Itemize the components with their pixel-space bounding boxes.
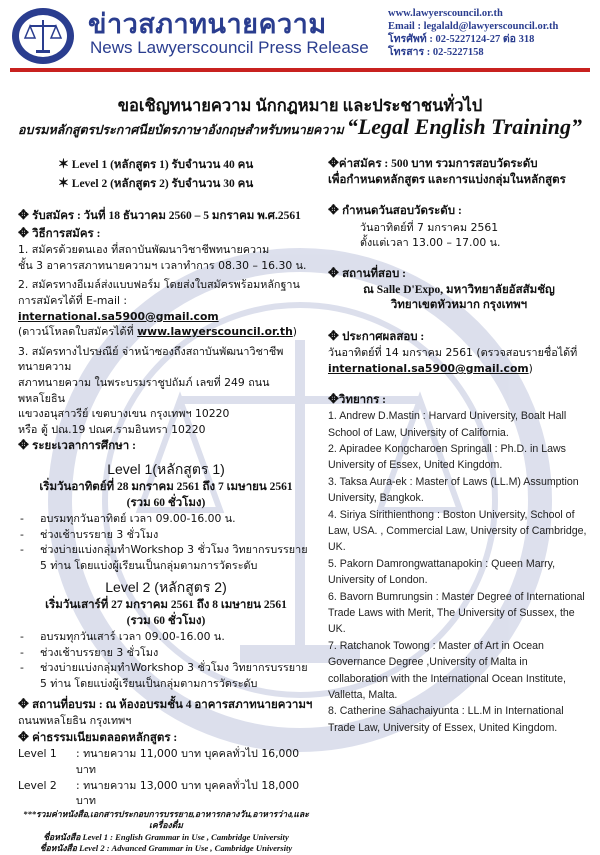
speakers-heading: ✥วิทยากร : (328, 390, 386, 406)
email-text: Email : legalald@lawyerscouncil.or.th (388, 21, 559, 32)
list-item: 7. Ratchanok Towong : Master of Art in Ocean Governance Degree ,University of Malta in collaboration with the International Ocean Institute, Valletta, Malta. (328, 639, 566, 702)
exam-venue-campus: วิทยาเขตหัวหมาก กรุงเทพฯ (390, 299, 528, 312)
apply-method-2: 2. สมัครทางอีเมล์ส่งแบบฟอร์ม โดยส่งใบสมัครพร้อมหลักฐาน (18, 278, 300, 292)
phone-text: โทรศัพท์ : 02-5227124-27 ต่อ 318 (388, 34, 535, 45)
level-capacity-item (18, 174, 314, 193)
level2-hours: (รวม 60 ชั่วโมง) (126, 615, 206, 628)
list-item: 6. Bavorn Bumrungsin : Master Degree of International Trade Laws with Merit, The University of Sussex, the UK. (328, 590, 585, 636)
invitation-heading: ขอเชิญทนายความ นักกฎหมาย และประชาชนทั่วไป (117, 96, 483, 115)
diamond-bullet-icon: ✥ (18, 437, 33, 453)
level-capacity-item (18, 155, 314, 174)
level2-title: Level 2 (หลักสูตร 2) (105, 579, 227, 596)
diamond-bullet-icon: ✥ (18, 728, 33, 744)
level2-dates: เริ่มวันเสาร์ที่ 27 มกราคม 2561 ถึง 8 เมษายน 2561 (45, 599, 287, 612)
list-item: - อบรมทุกวันอาทิตย์ เวลา 09.00-16.00 น. (20, 511, 236, 525)
exam-time: ตั้งแต่เวลา 13.00 – 17.00 น. (360, 236, 501, 250)
list-item: 1. Andrew D.Mastin : Harvard University, Boalt Hall School of Law, University of California. (328, 410, 567, 439)
apply-method-2-email-line: การสมัครได้ที่ E-mail : international.sa5900@gmail.com (18, 293, 219, 323)
diamond-bullet-icon: ✥ (328, 264, 343, 280)
diamond-bullet-icon: ✥ (328, 155, 339, 170)
level1-title: Level 1(หลักสูตร 1) (107, 460, 225, 477)
level-capacity-text: Level 1 (หลักสูตร 1) รับจำนวน 40 คน (71, 159, 254, 171)
list-item: 4. Siriya Sirithienthong : Boston University, School of Law, USA. , Commercial Law, University of Cambridge, UK. (328, 508, 587, 554)
result-heading: ✥ ประกาศผลสอบ : (328, 327, 425, 343)
fee-row: Level 1 : ทนายความ 11,000 บาท บุคคลทั่วไป 16,000 บาท (18, 747, 300, 777)
list-item: - ช่วงเช้าบรรยาย 3 ชั่วโมง (20, 527, 159, 541)
apply-method-3-pobox: หรือ ตู้ ปณ.19 ปณศ.รามอินทรา 10220 (18, 422, 206, 436)
level2-book-note: ชื่อหนังสือ Level 2 : Advanced Grammar in Use , Cambridge University (39, 843, 293, 854)
left-column (18, 155, 314, 855)
lawyers-council-seal-icon (10, 6, 76, 66)
how-to-apply-heading: ✥ วิธีการสมัคร : (18, 224, 101, 240)
level1-book-note: ชื่อหนังสือ Level 1 : English Grammar in Use , Cambridge University (43, 831, 289, 842)
fee-heading: ✥ ค่าธรรมเนียมตลอดหลักสูตร : (18, 728, 178, 744)
list-item: 2. Apiradee Kongcharoen Springall : Ph.D. in Laws University of Essex, United Kingdom. (328, 442, 566, 472)
fee-inclusion-note: ***รวมค่าหนังสือ,เอกสารประกอบการบรรยาย,อาหารกลางวัน,อาหารว่าง,และเครื่องดื่ม (23, 808, 309, 831)
brand-english-subtitle: News Lawyerscouncil Press Release (90, 38, 369, 57)
level1-hours: (รวม 60 ชั่วโมง) (126, 496, 206, 509)
exam-venue-heading: ✥ สถานที่สอบ : (328, 264, 406, 280)
list-item: 3. Taksa Aura-ek : Master of Laws (LL.M) Assumption University, Bangkok. (328, 475, 579, 505)
star-icon: ✶ (58, 175, 69, 190)
application-email-link[interactable]: international.sa5900@gmail.com (18, 309, 219, 323)
list-item: - ช่วงบ่ายแบ่งกลุ่มทำWorkshop 3 ชั่วโมง วิทยากรบรรยาย 5 ท่าน โดยแบ่งผู้เรียนเป็นกลุ่มตามการวัดระดับ (20, 661, 308, 691)
level-capacity-text: Level 2 (หลักสูตร 2) รับจำนวน 30 คน (71, 178, 254, 190)
website-download-link[interactable]: www.lawyerscouncil.or.th (137, 325, 293, 339)
diamond-bullet-icon: ✥ (328, 202, 343, 218)
list-item: 5. Pakorn Damrongwattanapokin : Queen Marry, University of London. (328, 557, 556, 587)
apply-method-3: 3. สมัครทางไปรษณีย์ จ่าหน้าซองถึงสถาบันพัฒนาวิชาชีพทนายความ (18, 344, 284, 374)
apply-method-3-district: แขวงอนุสาวรีย์ เขตบางเขน กรุงเทพฯ 10220 (18, 407, 230, 421)
website-link[interactable]: www.lawyerscouncil.or.th (388, 8, 503, 19)
apply-method-2-download-line: (ดาวน์โหลดใบสมัครได้ที่ www.lawyerscouncil.or.th) (18, 325, 297, 339)
fee-notes (18, 809, 314, 855)
diamond-bullet-icon: ✥ (18, 224, 33, 240)
course-heading (0, 114, 600, 140)
diamond-bullet-icon: ✥ (328, 327, 343, 343)
result-email-link[interactable]: international.sa5900@gmail.com (328, 361, 529, 375)
exam-fee: ✥ค่าสมัคร : 500 บาท รวมการสอบวัดระดับ (328, 155, 538, 170)
level1-dates: เริ่มวันอาทิตย์ที่ 28 มกราคม 2561 ถึง 7 เมษายน 2561 (39, 480, 293, 493)
masthead (0, 0, 600, 72)
diamond-bullet-icon: ✥ (328, 390, 339, 406)
result-email-line: international.sa5900@gmail.com) (328, 361, 533, 375)
apply-method-1: 1. สมัครด้วยตนเอง ที่สถาบันพัฒนาวิชาชีพทนายความ (18, 243, 270, 257)
training-venue-road: ถนนพหลโยธิน กรุงเทพฯ (18, 714, 132, 728)
diamond-bullet-icon: ✥ (18, 207, 33, 222)
apply-method-3-address: สภาทนายความ ในพระบรมราชูปถัมภ์ เลขที่ 249 ถนนพหลโยธิน (18, 375, 270, 405)
exam-fee-detail: เพื่อกำหนดหลักสูตร และการแบ่งกลุ่มในหลักสูตร (328, 173, 566, 186)
diamond-bullet-icon: ✥ (18, 695, 33, 711)
apply-method-1-detail: ชั้น 3 อาคารสภาทนายความฯ เวลาทำการ 08.30 – 16.30 น. (18, 258, 307, 272)
list-item: - อบรมทุกวันเสาร์ เวลา 09.00-16.00 น. (20, 630, 225, 644)
list-item: 8. Catherine Sahachaiyunta : LL.M in International Trade Law, University of Essex, United Kingdom. (328, 705, 564, 734)
fax-text: โทรสาร : 02-5227158 (388, 47, 484, 58)
training-venue: ✥ สถานที่อบรม : ณ ห้องอบรมชั้น 4 อาคารสภาทนายความฯ (18, 695, 313, 711)
contact-block (388, 7, 558, 59)
exam-date: วันอาทิตย์ที่ 7 มกราคม 2561 (360, 220, 499, 234)
course-heading-prefix: อบรมหลักสูตรประกาศนียบัตรภาษาอังกฤษสำหรับทนายความ (18, 123, 344, 137)
fee-row: Level 2 : ทนายความ 13,000 บาท บุคคลทั่วไป 18,000 บาท (18, 778, 300, 808)
course-name: “Legal English Training” (346, 114, 582, 139)
right-column (328, 155, 590, 736)
exam-date-heading: ✥ กำหนดวันสอบวัดระดับ : (328, 202, 462, 218)
brand-thai-title: ข่าวสภาทนายความ (88, 9, 327, 40)
duration-heading: ✥ ระยะเวลาการศึกษา : (18, 437, 136, 453)
star-icon: ✶ (58, 156, 69, 171)
header-divider (10, 68, 590, 72)
result-date: วันอาทิตย์ที่ 14 มกราคม 2561 (ตรวจสอบรายชื่อได้ที่ (328, 346, 578, 360)
exam-venue: ณ Salle D'Expo, มหาวิทยาลัยอัสสัมชัญ (363, 283, 555, 296)
list-item: - ช่วงเช้าบรรยาย 3 ชั่วโมง (20, 645, 159, 659)
application-period: ✥ รับสมัคร : วันที่ 18 ธันวาคม 2560 – 5 มกราคม พ.ศ.2561 (18, 207, 301, 222)
list-item: - ช่วงบ่ายแบ่งกลุ่มทำWorkshop 3 ชั่วโมง วิทยากรบรรยาย 5 ท่าน โดยแบ่งผู้เรียนเป็นกลุ่มตามการวัดระดับ (20, 543, 308, 572)
